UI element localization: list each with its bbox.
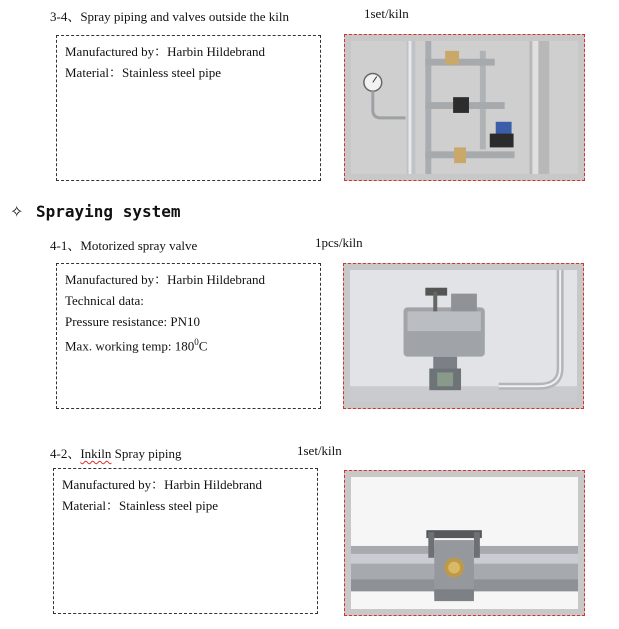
item-4-2-spec-box: [53, 468, 318, 614]
spec-material: Material：Stainless steel pipe: [65, 65, 221, 80]
spec-pressure: Pressure resistance: PN10: [65, 314, 201, 329]
spec-manufacturer: Manufactured by：Harbin Hildebrand: [65, 272, 265, 287]
item-3-4-title: 3-4、Spray piping and valves outside the kiln: [50, 9, 290, 24]
item-4-2-title: [50, 443, 181, 462]
temp-unit: C: [198, 338, 208, 354]
diamond-star-icon: ✧: [10, 204, 24, 221]
item-4-1-quantity: 1pcs/kiln: [315, 235, 363, 250]
item-4-2-photo: [344, 470, 585, 616]
spec-max-temp: [65, 332, 312, 356]
item-4-2-title-prefix: 4-2、: [50, 446, 81, 461]
section-heading: Spraying system: [36, 202, 181, 221]
temp-superscript: 0: [194, 337, 199, 347]
item-4-2-quantity: 1set/kiln: [297, 443, 342, 458]
piping-valves-illustration: [351, 41, 578, 174]
item-3-4-photo: [344, 34, 585, 181]
item-3-4-quantity: 1set/kiln: [364, 6, 409, 21]
item-4-2-title-suffix: Spray piping: [111, 446, 182, 461]
spec-material: Material：Stainless steel pipe: [62, 498, 218, 513]
spray-valve-illustration: [350, 270, 577, 402]
item-4-1-photo: [343, 263, 584, 409]
inkiln-pipe-illustration: [351, 477, 578, 609]
spec-technical-data: Technical data:: [65, 293, 144, 308]
item-3-4-spec-box: [56, 35, 321, 181]
item-4-1-title: 4-1、Motorized spray valve: [50, 238, 198, 253]
spec-manufacturer: Manufactured by：Harbin Hildebrand: [65, 44, 265, 59]
item-4-2-title-word: Inkiln: [80, 446, 112, 461]
item-4-1-spec-box: [56, 263, 321, 409]
spec-manufacturer: Manufactured by：Harbin Hildebrand: [62, 477, 262, 492]
temp-label: Max. working temp: 180: [65, 338, 195, 354]
